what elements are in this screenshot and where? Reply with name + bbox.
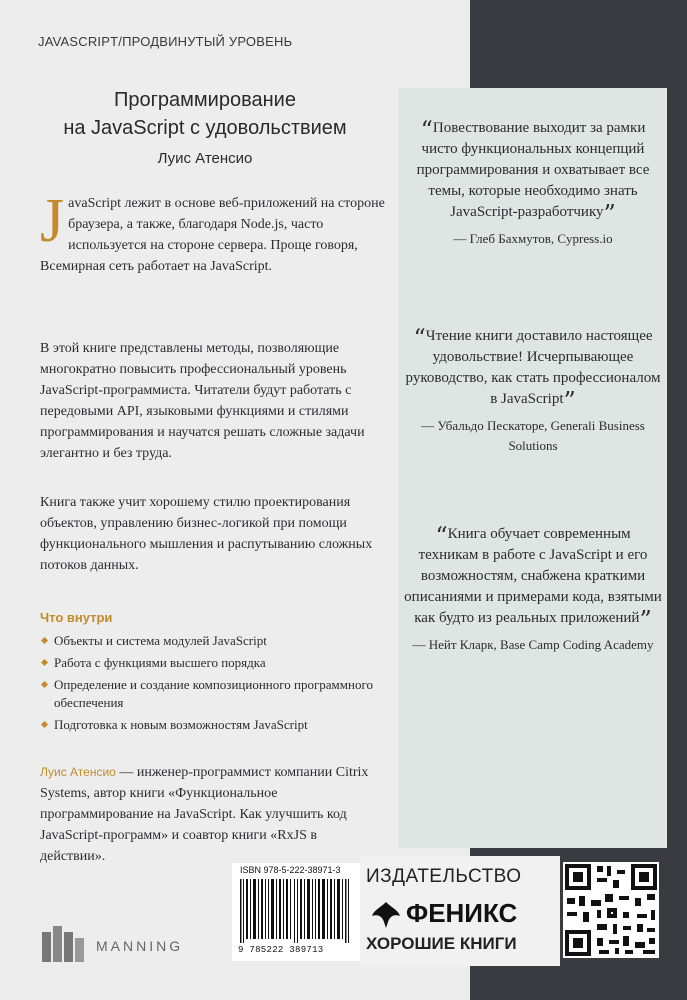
quote-2 xyxy=(404,326,662,456)
about-author xyxy=(40,762,380,867)
quote-text: Чтение книги доставило настоящее удовольствие! Исчерпывающее руководство, как стать профессионалом в JavaScript xyxy=(405,328,661,407)
open-quote-icon: “ xyxy=(420,116,433,144)
open-quote-icon: “ xyxy=(435,522,448,550)
barcode xyxy=(232,863,360,961)
book-title xyxy=(40,86,370,142)
phoenix-logo-icon xyxy=(370,900,402,935)
open-quote-icon: “ xyxy=(413,324,426,352)
ean-digits: 9 785222 389713 xyxy=(238,945,324,955)
about-author-name: Луис Атенсио xyxy=(40,765,116,779)
intro-paragraph xyxy=(40,187,385,277)
close-quote-icon: ” xyxy=(603,200,616,228)
description-paragraph-2: Книга также учит хорошему стилю проектирования объектов, управлению бизнес-логикой при помощи функционального мышления и распутыванию сложных потоков данных. xyxy=(40,495,373,573)
book-author: Луис Атенсио xyxy=(157,150,253,167)
list-item: Работа с функциями высшего порядка xyxy=(40,654,380,672)
whats-inside-heading: Что внутри xyxy=(40,610,113,625)
publisher-label: ИЗДАТЕЛЬСТВО xyxy=(366,866,522,887)
quote-text: Повествование выходит за рамки чисто функциональных концепций программирования и охватывает все темы, которые необходимо знать JavaScript-разработчику xyxy=(416,120,650,220)
intro-text: avaScript лежит в основе веб-приложений на стороне браузера, а также, благодаря Node.js, часто используется на стороне сервера. Проще говоря, Всемирная сеть работает на JavaScript. xyxy=(40,196,385,274)
close-quote-icon: ” xyxy=(639,606,652,634)
manning-wordmark: MANNING xyxy=(96,938,184,954)
title-line-2: на JavaScript с удовольствием xyxy=(63,117,347,139)
series-label: JAVASCRIPT/ПРОДВИНУТЫЙ УРОВЕНЬ xyxy=(38,34,293,49)
list-item: Объекты и система модулей JavaScript xyxy=(40,632,380,650)
dropcap: J xyxy=(40,187,65,255)
whats-inside-list xyxy=(40,632,380,738)
quote-text: Книга обучает современным техникам в работе с JavaScript и его возможностям, снабжена краткими описаниями и примерами кода, взятыми как будто из реальных приложений xyxy=(404,526,662,626)
barcode-bars-icon xyxy=(240,879,352,943)
about-author-text: — инженер-программист компании Citrix Systems, автор книги «Функциональное программирование на JavaScript. Как улучшить код JavaScript-программ» и соавтор книги «RxJS в действии». xyxy=(40,765,369,864)
close-quote-icon: ” xyxy=(563,387,576,415)
list-item: Определение и создание композиционного программного обеспечения xyxy=(40,676,380,712)
title-line-1: Программирование xyxy=(114,89,296,111)
quote-3 xyxy=(404,524,662,655)
publisher-name: ФЕНИКС xyxy=(406,898,518,928)
list-item: Подготовка к новым возможностям JavaScript xyxy=(40,716,380,734)
isbn-number: ISBN 978-5-222-38971-3 xyxy=(240,865,341,875)
qr-code-icon xyxy=(563,862,659,958)
manning-logo-icon xyxy=(40,924,88,969)
description-paragraph-1: В этой книге представлены методы, позволяющие многократно повысить профессиональный уровень JavaScript-программиста. Читатели будут работать с передовыми API, языковыми функциями и стилями программирования и научатся решать сложные задачи элегантно и без труда. xyxy=(40,341,365,461)
publisher-slogan: ХОРОШИЕ КНИГИ xyxy=(366,934,517,953)
quote-attribution: — Глеб Бахмутов, Cypress.io xyxy=(453,231,613,246)
quote-1 xyxy=(404,118,662,249)
quote-attribution: — Убальдо Пескаторе, Generali Business Solutions xyxy=(421,418,645,453)
quote-attribution: — Нейт Кларк, Base Camp Coding Academy xyxy=(412,637,654,652)
